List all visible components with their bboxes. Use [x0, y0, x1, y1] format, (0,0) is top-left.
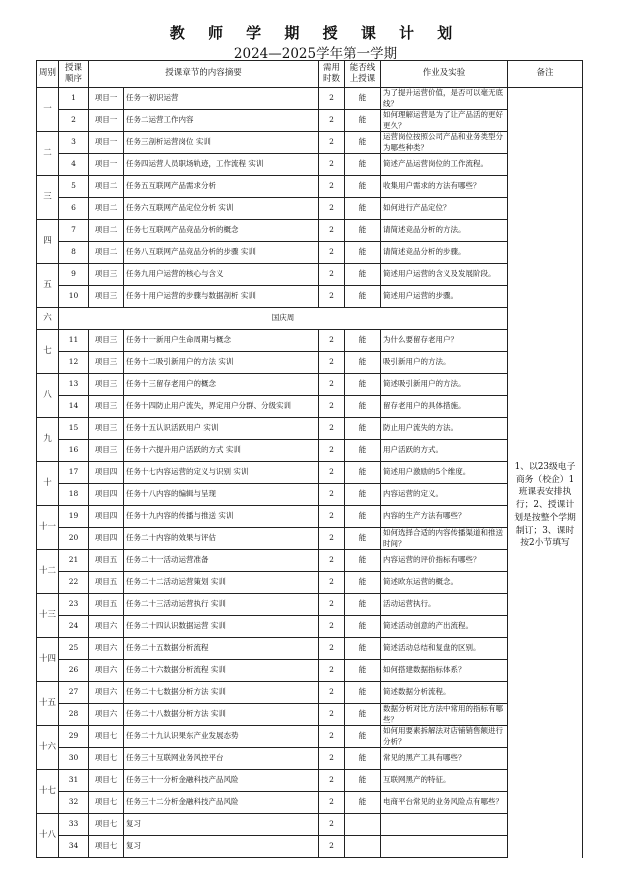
table-row	[37, 660, 583, 682]
homework-cell	[381, 836, 508, 858]
table-row	[37, 462, 583, 484]
header-hours: 需用时数	[319, 61, 345, 88]
online-cell: 能	[345, 704, 381, 726]
online-cell: 能	[345, 220, 381, 242]
project-cell: 项目二	[89, 220, 124, 242]
homework-cell: 运营岗位按照公司产品和业务类型分为哪些种类？	[381, 132, 508, 154]
lesson-number: 19	[59, 506, 89, 528]
notes-top-cell	[508, 88, 583, 242]
homework-cell: 为什么要留存老用户？	[381, 330, 508, 352]
project-cell: 项目三	[89, 418, 124, 440]
week-cell: 二	[37, 132, 59, 176]
topic-cell: 任务十三留存老用户的概念	[124, 374, 319, 396]
table-row	[37, 220, 583, 242]
homework-cell: 如何搭建数据指标体系？	[381, 660, 508, 682]
lesson-number: 20	[59, 528, 89, 550]
project-cell: 项目一	[89, 88, 124, 110]
homework-cell: 留存老用户的具体措施。	[381, 396, 508, 418]
homework-cell: 为了提升运营价值，是否可以毫无底线？	[381, 88, 508, 110]
week-cell: 十	[37, 462, 59, 506]
lesson-number: 21	[59, 550, 89, 572]
hours-cell: 2	[319, 242, 345, 264]
topic-cell: 任务十八内容的编辑与呈现	[124, 484, 319, 506]
hours-cell: 2	[319, 726, 345, 748]
project-cell: 项目三	[89, 330, 124, 352]
topic-cell: 任务十五认识活跃用户 实训	[124, 418, 319, 440]
page-title: 教 师 学 期 授 课 计 划	[169, 24, 462, 42]
hours-cell: 2	[319, 110, 345, 132]
lesson-number: 13	[59, 374, 89, 396]
table-row	[37, 594, 583, 616]
online-cell: 能	[345, 132, 381, 154]
hours-cell: 2	[319, 792, 345, 814]
online-cell: 能	[345, 462, 381, 484]
week-cell: 三	[37, 176, 59, 220]
project-cell: 项目一	[89, 110, 124, 132]
online-cell: 能	[345, 616, 381, 638]
lesson-number: 28	[59, 704, 89, 726]
project-cell: 项目一	[89, 154, 124, 176]
online-cell: 能	[345, 176, 381, 198]
lesson-number: 9	[59, 264, 89, 286]
hours-cell: 2	[319, 770, 345, 792]
project-cell: 项目二	[89, 242, 124, 264]
project-cell: 项目六	[89, 682, 124, 704]
project-cell: 项目七	[89, 814, 124, 836]
table-row-holiday	[37, 308, 583, 330]
lesson-number: 31	[59, 770, 89, 792]
project-cell: 项目三	[89, 374, 124, 396]
hours-cell: 2	[319, 330, 345, 352]
lesson-number: 11	[59, 330, 89, 352]
hours-cell: 2	[319, 484, 345, 506]
lesson-number: 29	[59, 726, 89, 748]
online-cell: 能	[345, 528, 381, 550]
homework-cell: 如何用要素拆解法对店铺销售额进行分析？	[381, 726, 508, 748]
lesson-number: 15	[59, 418, 89, 440]
hours-cell: 2	[319, 220, 345, 242]
homework-cell: 如何选择合适的内容传播渠道和推送时间？	[381, 528, 508, 550]
table-row	[37, 132, 583, 154]
lesson-number: 22	[59, 572, 89, 594]
lesson-number: 30	[59, 748, 89, 770]
homework-cell: 用户活跃的方式。	[381, 440, 508, 462]
project-cell: 项目五	[89, 550, 124, 572]
lesson-number: 3	[59, 132, 89, 154]
topic-cell: 任务二十二活动运营策划 实训	[124, 572, 319, 594]
topic-cell: 复习	[124, 836, 319, 858]
project-cell: 项目三	[89, 352, 124, 374]
lesson-number: 10	[59, 286, 89, 308]
online-cell	[345, 836, 381, 858]
homework-cell: 收集用户需求的方法有哪些？	[381, 176, 508, 198]
online-cell: 能	[345, 748, 381, 770]
week-cell: 十一	[37, 506, 59, 550]
online-cell: 能	[345, 242, 381, 264]
lesson-number: 24	[59, 616, 89, 638]
hours-cell: 2	[319, 550, 345, 572]
online-cell: 能	[345, 374, 381, 396]
topic-cell: 任务七互联网产品竞品分析的概念	[124, 220, 319, 242]
lesson-number: 26	[59, 660, 89, 682]
lesson-number: 1	[59, 88, 89, 110]
table-row	[37, 88, 583, 110]
topic-cell: 任务二十八数据分析方法 实训	[124, 704, 319, 726]
project-cell: 项目二	[89, 198, 124, 220]
table-row	[37, 242, 583, 264]
online-cell: 能	[345, 286, 381, 308]
topic-cell: 任务五互联网产品需求分析	[124, 176, 319, 198]
online-cell: 能	[345, 726, 381, 748]
topic-cell: 任务八互联网产品竞品分析的步骤 实训	[124, 242, 319, 264]
project-cell: 项目一	[89, 132, 124, 154]
homework-cell: 简述活动创意的产出流程。	[381, 616, 508, 638]
table-row	[37, 550, 583, 572]
project-cell: 项目七	[89, 836, 124, 858]
topic-cell: 任务三十一分析金融科技产品风险	[124, 770, 319, 792]
hours-cell: 2	[319, 396, 345, 418]
homework-cell: 简述吸引新用户的方法。	[381, 374, 508, 396]
topic-cell: 任务一初识运营	[124, 88, 319, 110]
homework-cell: 如何理解运营是为了让产品活的更好更久？	[381, 110, 508, 132]
table-row	[37, 374, 583, 396]
topic-cell: 任务二十七数据分析方法 实训	[124, 682, 319, 704]
table-row	[37, 264, 583, 286]
hours-cell: 2	[319, 506, 345, 528]
lesson-number: 17	[59, 462, 89, 484]
header-online: 能否线上授课	[345, 61, 381, 88]
topic-cell: 复习	[124, 814, 319, 836]
project-cell: 项目四	[89, 462, 124, 484]
lesson-number: 2	[59, 110, 89, 132]
project-cell: 项目二	[89, 176, 124, 198]
homework-cell: 简述用户运营的步骤。	[381, 286, 508, 308]
notes-cell: 1、以23级电子商务（校企）1班课表安排执行；2、授课计划是按整个学期制订；3、课时按2小节填写	[508, 242, 583, 770]
week-cell: 七	[37, 330, 59, 374]
table-row	[37, 330, 583, 352]
lesson-number: 16	[59, 440, 89, 462]
hours-cell: 2	[319, 682, 345, 704]
online-cell: 能	[345, 330, 381, 352]
topic-cell: 任务十一新用户生命周期与概念	[124, 330, 319, 352]
online-cell: 能	[345, 572, 381, 594]
topic-cell: 任务二运营工作内容	[124, 110, 319, 132]
hours-cell: 2	[319, 704, 345, 726]
hours-cell: 2	[319, 176, 345, 198]
hours-cell: 2	[319, 154, 345, 176]
hours-cell: 2	[319, 88, 345, 110]
topic-cell: 任务三十二分析金融科技产品风险	[124, 792, 319, 814]
project-cell: 项目三	[89, 396, 124, 418]
hours-cell: 2	[319, 748, 345, 770]
online-cell: 能	[345, 770, 381, 792]
online-cell: 能	[345, 682, 381, 704]
homework-cell: 简述产品运营岗位的工作流程。	[381, 154, 508, 176]
week-cell: 十八	[37, 814, 59, 858]
table-row	[37, 726, 583, 748]
lesson-number: 6	[59, 198, 89, 220]
week-cell: 十五	[37, 682, 59, 726]
project-cell: 项目七	[89, 792, 124, 814]
hours-cell: 2	[319, 616, 345, 638]
table-row	[37, 682, 583, 704]
week-cell: 十二	[37, 550, 59, 594]
online-cell: 能	[345, 88, 381, 110]
hours-cell: 2	[319, 638, 345, 660]
table-row	[37, 352, 583, 374]
lesson-number: 7	[59, 220, 89, 242]
week-cell: 四	[37, 220, 59, 264]
topic-cell: 任务十四防止用户流失，界定用户分群、分级实训	[124, 396, 319, 418]
project-cell: 项目七	[89, 748, 124, 770]
table-row	[37, 506, 583, 528]
project-cell: 项目六	[89, 704, 124, 726]
topic-cell: 任务十七内容运营的定义与识别 实训	[124, 462, 319, 484]
lesson-number: 18	[59, 484, 89, 506]
project-cell: 项目七	[89, 770, 124, 792]
online-cell: 能	[345, 638, 381, 660]
homework-cell: 请简述竞品分析的步骤。	[381, 242, 508, 264]
topic-cell: 任务十二吸引新用户的方法 实训	[124, 352, 319, 374]
week-cell: 十七	[37, 770, 59, 814]
table-row	[37, 528, 583, 550]
online-cell: 能	[345, 792, 381, 814]
table-row	[37, 110, 583, 132]
online-cell: 能	[345, 506, 381, 528]
week-cell: 十六	[37, 726, 59, 770]
lesson-number: 25	[59, 638, 89, 660]
table-row	[37, 418, 583, 440]
hours-cell: 2	[319, 198, 345, 220]
topic-cell: 任务二十一活动运营准备	[124, 550, 319, 572]
hours-cell: 2	[319, 352, 345, 374]
table-row	[37, 814, 583, 836]
homework-cell: 互联网黑产的特征。	[381, 770, 508, 792]
topic-cell: 任务二十五数据分析流程	[124, 638, 319, 660]
hours-cell: 2	[319, 418, 345, 440]
week-cell: 六	[37, 308, 59, 330]
online-cell: 能	[345, 396, 381, 418]
topic-cell: 任务十用户运营的步骤与数据剖析 实训	[124, 286, 319, 308]
project-cell: 项目四	[89, 506, 124, 528]
project-cell: 项目三	[89, 264, 124, 286]
table-row	[37, 440, 583, 462]
topic-cell: 任务三十互联网业务风控平台	[124, 748, 319, 770]
homework-cell: 简述用户运营的含义及发展阶段。	[381, 264, 508, 286]
project-cell: 项目三	[89, 286, 124, 308]
online-cell: 能	[345, 440, 381, 462]
hours-cell: 2	[319, 660, 345, 682]
table-row	[37, 198, 583, 220]
lesson-number: 33	[59, 814, 89, 836]
homework-cell: 活动运营执行。	[381, 594, 508, 616]
project-cell: 项目四	[89, 528, 124, 550]
week-cell: 十四	[37, 638, 59, 682]
topic-cell: 任务二十四认识数据运营 实训	[124, 616, 319, 638]
lesson-number: 5	[59, 176, 89, 198]
homework-cell: 吸引新用户的方法。	[381, 352, 508, 374]
table-row	[37, 770, 583, 792]
table-row	[37, 748, 583, 770]
lesson-number: 27	[59, 682, 89, 704]
homework-cell: 内容运营的评价指标有哪些？	[381, 550, 508, 572]
topic-cell: 任务二十三活动运营执行 实训	[124, 594, 319, 616]
homework-cell: 内容运营的定义。	[381, 484, 508, 506]
topic-cell: 任务六互联网产品定位分析 实训	[124, 198, 319, 220]
homework-cell: 简述活动总结和复盘的区别。	[381, 638, 508, 660]
table-row	[37, 154, 583, 176]
topic-cell: 任务四运营人员职场轨迹，工作流程 实训	[124, 154, 319, 176]
online-cell: 能	[345, 418, 381, 440]
hours-cell: 2	[319, 528, 345, 550]
header-week: 周别	[37, 61, 59, 88]
homework-cell: 如何进行产品定位？	[381, 198, 508, 220]
week-cell: 一	[37, 88, 59, 132]
topic-cell: 任务十六提升用户活跃的方式 实训	[124, 440, 319, 462]
online-cell: 能	[345, 484, 381, 506]
project-cell: 项目六	[89, 638, 124, 660]
online-cell: 能	[345, 154, 381, 176]
online-cell: 能	[345, 198, 381, 220]
table-row	[37, 638, 583, 660]
topic-cell: 任务十九内容的传播与推送 实训	[124, 506, 319, 528]
lesson-number: 12	[59, 352, 89, 374]
week-cell: 十三	[37, 594, 59, 638]
project-cell: 项目四	[89, 484, 124, 506]
online-cell: 能	[345, 352, 381, 374]
hours-cell: 2	[319, 594, 345, 616]
project-cell: 项目七	[89, 726, 124, 748]
homework-cell: 防止用户流失的方法。	[381, 418, 508, 440]
hours-cell: 2	[319, 374, 345, 396]
header-content: 授课章节的内容摘要	[89, 61, 319, 88]
hours-cell: 2	[319, 132, 345, 154]
hours-cell: 2	[319, 814, 345, 836]
online-cell	[345, 814, 381, 836]
lesson-number: 34	[59, 836, 89, 858]
online-cell: 能	[345, 660, 381, 682]
header-homework: 作业及实验	[381, 61, 508, 88]
hours-cell: 2	[319, 462, 345, 484]
page-subtitle: 2024—2025学年第一学期	[233, 46, 398, 62]
table-row	[37, 484, 583, 506]
hours-cell: 2	[319, 572, 345, 594]
homework-cell: 电商平台常见的业务风险点有哪些？	[381, 792, 508, 814]
table-row	[37, 572, 583, 594]
header-order: 授课顺序	[59, 61, 89, 88]
lesson-number: 32	[59, 792, 89, 814]
online-cell: 能	[345, 550, 381, 572]
hours-cell: 2	[319, 286, 345, 308]
table-row	[37, 176, 583, 198]
table-header-row	[37, 61, 583, 88]
table-row	[37, 616, 583, 638]
hours-cell: 2	[319, 440, 345, 462]
lesson-number: 4	[59, 154, 89, 176]
table-row	[37, 286, 583, 308]
hours-cell: 2	[319, 836, 345, 858]
table-row	[37, 396, 583, 418]
project-cell: 项目六	[89, 660, 124, 682]
topic-cell: 任务三剖析运营岗位 实训	[124, 132, 319, 154]
homework-cell: 常见的黑产工具有哪些？	[381, 748, 508, 770]
homework-cell: 请简述竞品分析的方法。	[381, 220, 508, 242]
homework-cell: 内容的生产方法有哪些？	[381, 506, 508, 528]
holiday-label: 国庆周	[59, 308, 508, 330]
topic-cell: 任务二十内容的效果与评估	[124, 528, 319, 550]
project-cell: 项目五	[89, 572, 124, 594]
homework-cell: 简述欧东运营的概念。	[381, 572, 508, 594]
topic-cell: 任务二十九认识果东产业发展态势	[124, 726, 319, 748]
online-cell: 能	[345, 594, 381, 616]
online-cell: 能	[345, 264, 381, 286]
topic-cell: 任务九用户运营的核心与含义	[124, 264, 319, 286]
week-cell: 五	[37, 264, 59, 308]
topic-cell: 任务二十六数据分析流程 实训	[124, 660, 319, 682]
table-row	[37, 792, 583, 814]
homework-cell	[381, 814, 508, 836]
project-cell: 项目三	[89, 440, 124, 462]
lesson-number: 8	[59, 242, 89, 264]
online-cell: 能	[345, 110, 381, 132]
schedule-table	[36, 60, 583, 858]
header-notes: 备注	[508, 61, 583, 88]
week-cell: 九	[37, 418, 59, 462]
project-cell: 项目六	[89, 616, 124, 638]
lesson-number: 14	[59, 396, 89, 418]
lesson-number: 23	[59, 594, 89, 616]
project-cell: 项目五	[89, 594, 124, 616]
week-cell: 八	[37, 374, 59, 418]
homework-cell: 简述数据分析流程。	[381, 682, 508, 704]
table-row	[37, 836, 583, 858]
hours-cell: 2	[319, 264, 345, 286]
homework-cell: 简述用户激励的5个维度。	[381, 462, 508, 484]
homework-cell: 数据分析对比方法中常用的指标有哪些？	[381, 704, 508, 726]
table-row	[37, 704, 583, 726]
